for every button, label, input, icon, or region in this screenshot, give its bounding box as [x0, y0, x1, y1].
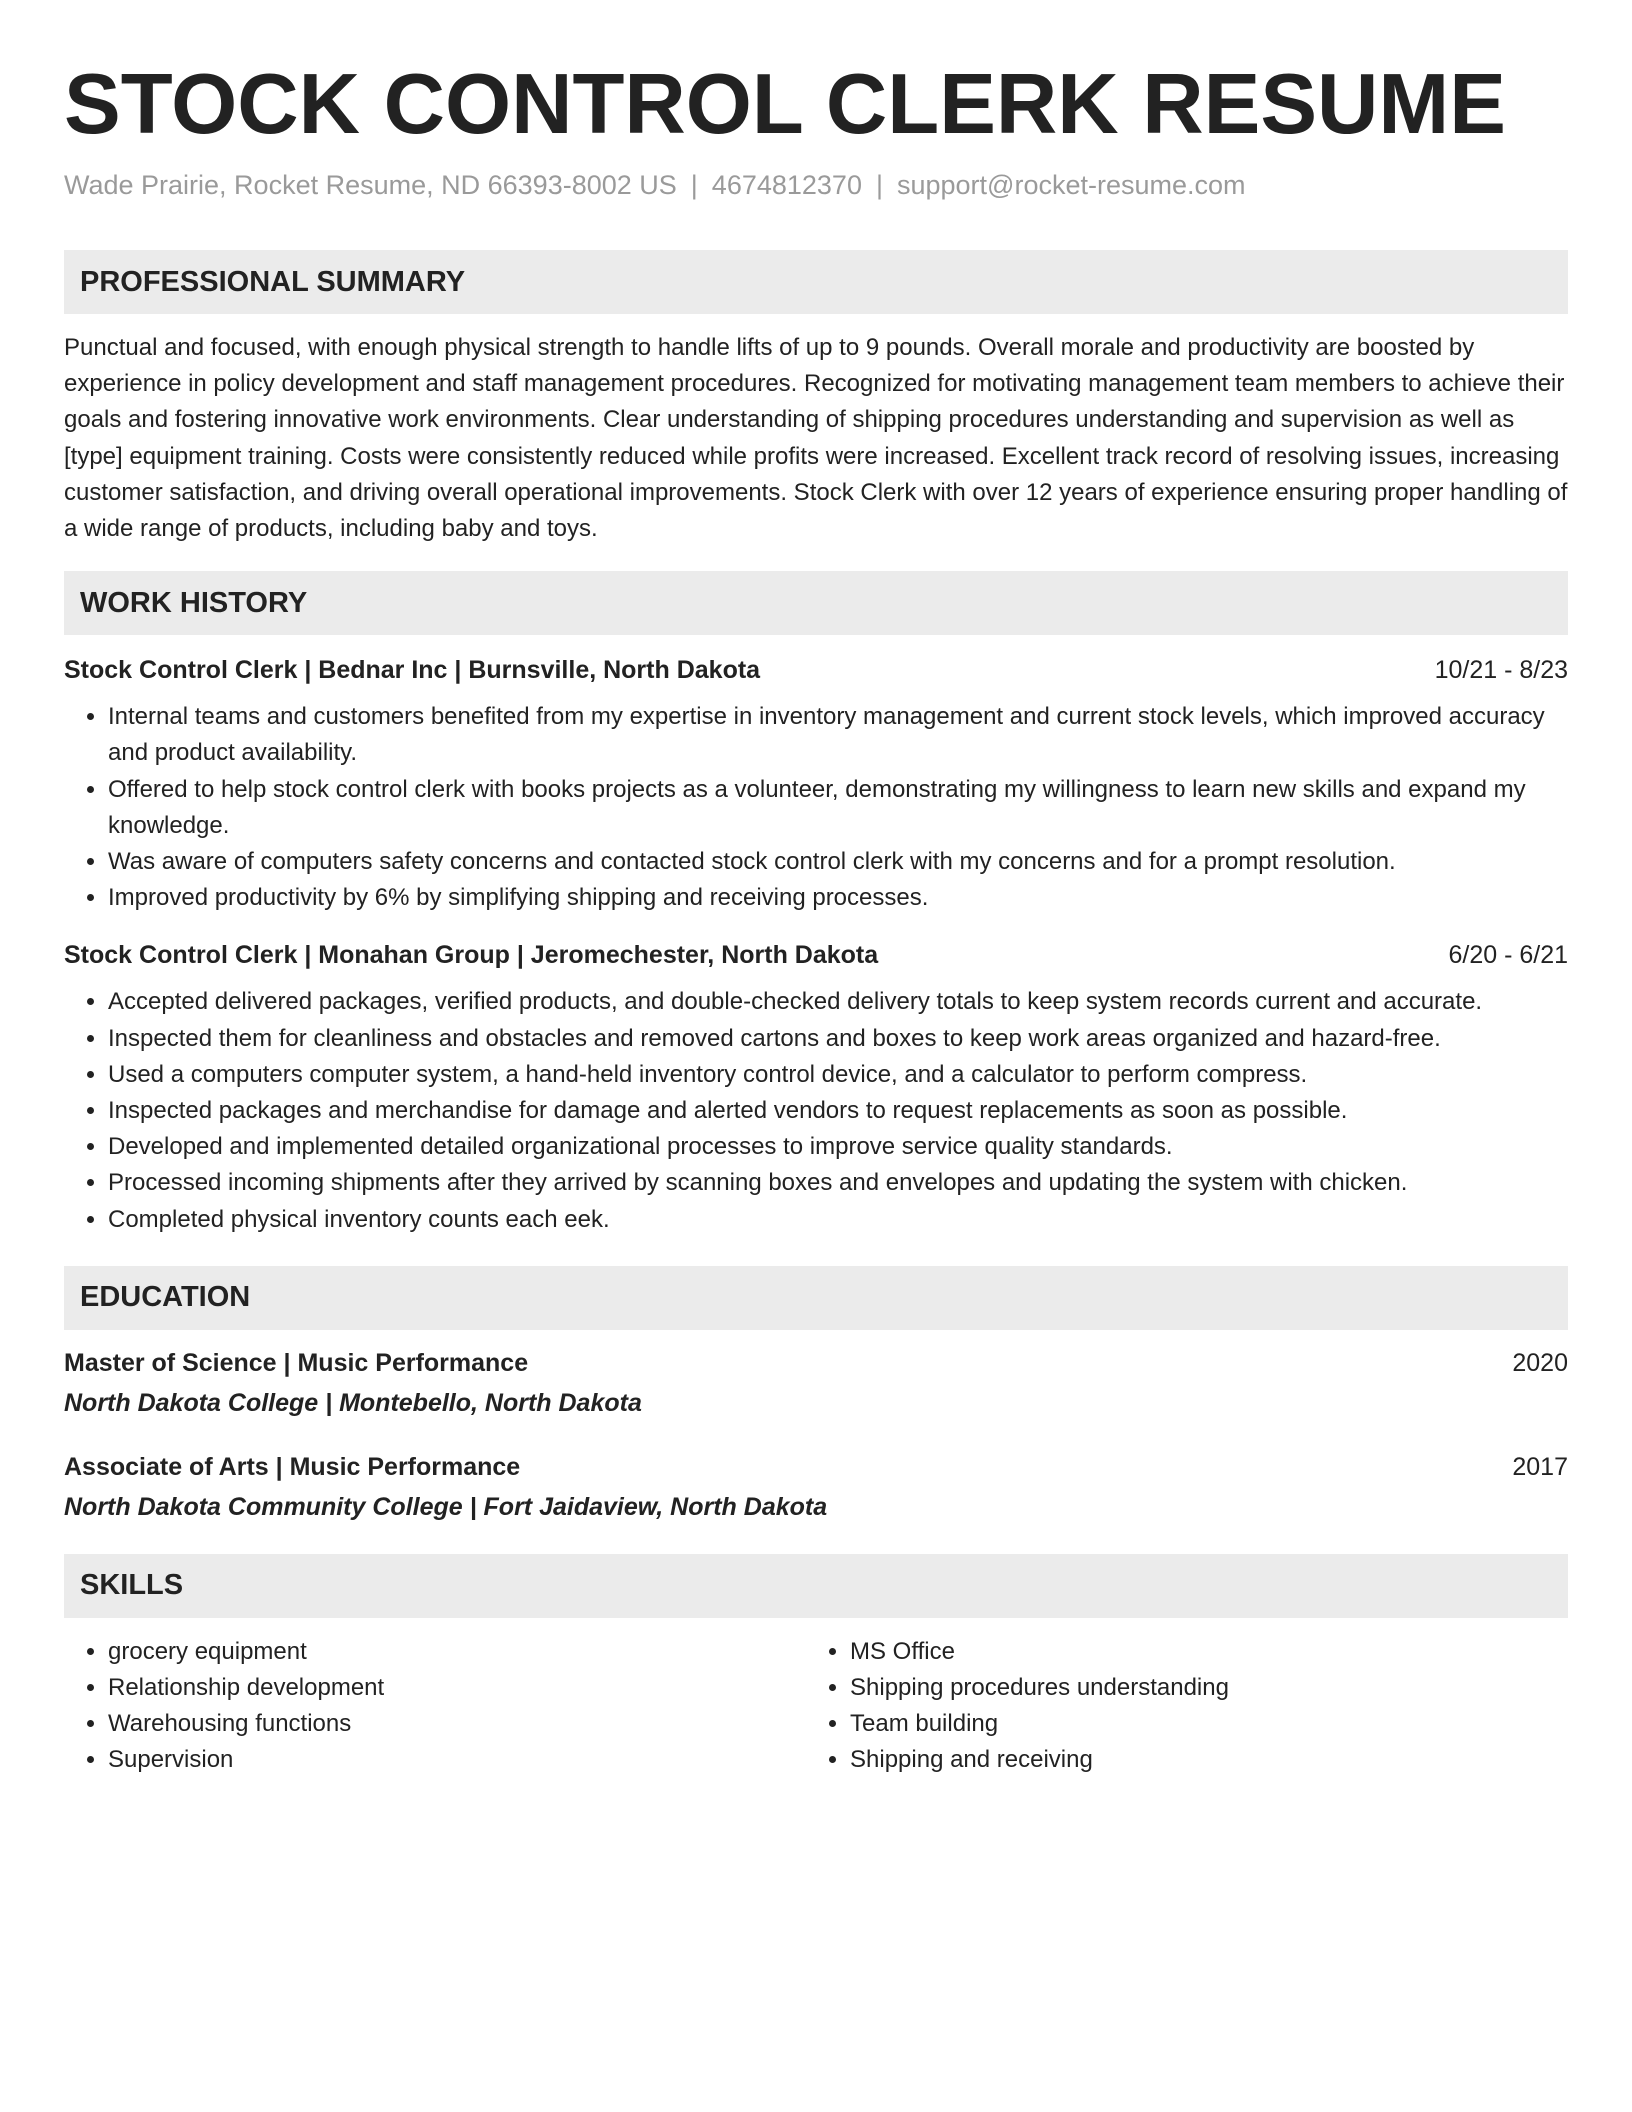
- education-entry: [64, 1346, 1568, 1420]
- contact-line: [64, 170, 1568, 201]
- contact-separator: |: [875, 170, 883, 200]
- job-bullet: • Inspected them for cleanliness and obstacles and removed cartons and boxes to keep work areas organized and hazard-free.: [108, 1021, 1568, 1057]
- education-year: 2017: [1512, 1452, 1568, 1481]
- contact-email: support@rocket-resume.com: [896, 170, 1246, 200]
- job-title-line: Stock Control Clerk | Monahan Group | Jeromechester, North Dakota: [64, 941, 879, 970]
- section-heading-education: EDUCATION: [64, 1266, 1568, 1330]
- job-dates: 10/21 - 8/23: [1434, 656, 1568, 685]
- contact-address: Wade Prairie, Rocket Resume, ND 66393-8002 US: [64, 170, 677, 200]
- summary-text: Punctual and focused, with enough physical strength to handle lifts of up to 9 pounds. Overall morale and productivity are boosted by experience in policy development and staff management procedures. Recognized for motivating management team members to achieve their goals and fostering innovative work environments. Clear understanding of shipping procedures understanding and supervision as well as [type] equipment training. Costs were consistently reduced while profits were increased. Excellent track record of resolving issues, increasing customer satisfaction, and driving overall operational improvements. Stock Clerk with over 12 years of experience ensuring proper handling of a wide range of products, including baby and toys.: [64, 334, 1568, 543]
- job-entry: [64, 653, 1568, 916]
- education-degree: Associate of Arts | Music Performance: [64, 1452, 521, 1481]
- skill-item: • Shipping procedures understanding: [850, 1670, 1548, 1706]
- job-bullet: • Accepted delivered packages, verified products, and double-checked delivery totals to keep system records current and accurate.: [108, 984, 1568, 1020]
- job-bullet: • Completed physical inventory counts each eek.: [108, 1202, 1568, 1238]
- education-degree: Master of Science | Music Performance: [64, 1348, 529, 1377]
- job-bullet: • Was aware of computers safety concerns and contacted stock control clerk with my concerns and for a prompt resolution.: [108, 844, 1568, 880]
- job-header: [64, 938, 1568, 972]
- job-bullet: • Used a computers computer system, a hand-held inventory control device, and a calculator to perform compress.: [108, 1057, 1568, 1093]
- job-entry: [64, 938, 1568, 1237]
- education-year: 2020: [1512, 1348, 1568, 1377]
- education-entry: [64, 1450, 1568, 1524]
- job-bullet: • Offered to help stock control clerk with books projects as a volunteer, demonstrating my willingness to learn new skills and expand my knowledge.: [108, 772, 1568, 844]
- job-bullet: • Inspected packages and merchandise for damage and alerted vendors to request replacements as soon as possible.: [108, 1093, 1568, 1129]
- skill-item: • Relationship development: [108, 1670, 806, 1706]
- job-bullet: • Processed incoming shipments after they arrived by scanning boxes and envelopes and updating the system with chicken.: [108, 1165, 1568, 1201]
- job-bullets: [64, 699, 1568, 916]
- section-heading-skills: SKILLS: [64, 1554, 1568, 1618]
- skill-item: • Shipping and receiving: [850, 1742, 1548, 1778]
- skill-item: • grocery equipment: [108, 1634, 806, 1670]
- education-school: North Dakota Community College | Fort Jaidaview, North Dakota: [64, 1492, 828, 1521]
- skill-item: • MS Office: [850, 1634, 1548, 1670]
- job-bullet: • Developed and implemented detailed organizational processes to improve service quality standards.: [108, 1129, 1568, 1165]
- job-title-line: Stock Control Clerk | Bednar Inc | Burnsville, North Dakota: [64, 656, 761, 685]
- skills-column-left: [64, 1634, 806, 1778]
- job-bullets: [64, 984, 1568, 1237]
- education-school: North Dakota College | Montebello, North Dakota: [64, 1388, 642, 1417]
- job-header: [64, 653, 1568, 687]
- skill-item: • Warehousing functions: [108, 1706, 806, 1742]
- contact-phone: 4674812370: [711, 170, 862, 200]
- education-header: [64, 1346, 1568, 1380]
- job-dates: 6/20 - 6/21: [1448, 941, 1568, 970]
- job-bullet: • Internal teams and customers benefited from my expertise in inventory management and current stock levels, which improved accuracy and product availability.: [108, 699, 1568, 771]
- resume-title: STOCK CONTROL CLERK RESUME: [64, 57, 1506, 152]
- job-bullet: • Improved productivity by 6% by simplifying shipping and receiving processes.: [108, 880, 1568, 916]
- section-heading-work-history: WORK HISTORY: [64, 571, 1568, 635]
- contact-separator: |: [690, 170, 698, 200]
- skills-column-right: [806, 1634, 1548, 1778]
- skills-grid: [64, 1634, 1568, 1778]
- skill-item: • Team building: [850, 1706, 1548, 1742]
- education-header: [64, 1450, 1568, 1484]
- section-heading-summary: PROFESSIONAL SUMMARY: [64, 250, 1568, 314]
- skill-item: • Supervision: [108, 1742, 806, 1778]
